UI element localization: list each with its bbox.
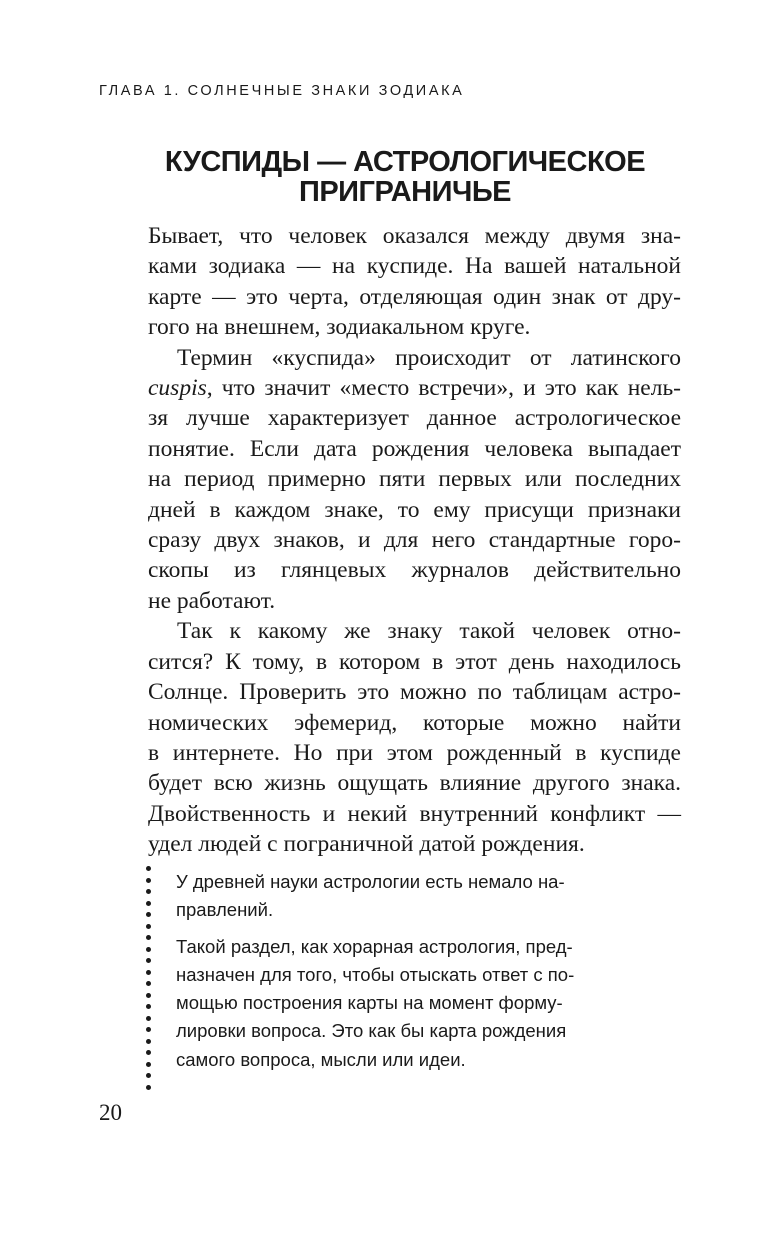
text-line: сразу двух знаков, и для него стандартные горо-: [148, 527, 681, 554]
sidebar-gap: [176, 925, 656, 933]
rule-dot: [146, 981, 151, 986]
rule-dot: [146, 1039, 151, 1044]
text-line: номических эфемерид, которые можно найти: [148, 709, 681, 736]
rule-dot: [146, 912, 151, 917]
latin-term: cuspis: [148, 375, 207, 402]
text-fragment: , что значит «место встречи», и это как нель-: [206, 375, 681, 402]
rule-dot: [146, 935, 151, 940]
rule-dot: [146, 1004, 151, 1009]
body-text: [148, 221, 681, 860]
text-line: Бывает, что человек оказался между двумя зна-: [148, 223, 681, 249]
text-line: будет всю жизнь ощущать влияние другого знака.: [148, 770, 681, 797]
rule-dot: [146, 866, 151, 871]
text-line: зя лучше характеризует данное астрологическое: [148, 405, 681, 432]
text-line: дней в каждом знаке, то ему присущи признаки: [148, 496, 681, 523]
text-line: Так к какому же знаку такой человек отно-: [177, 618, 681, 645]
rule-dot: [146, 889, 151, 894]
rule-dot: [146, 1027, 151, 1032]
rule-dot: [146, 878, 151, 883]
rule-dot: [146, 1050, 151, 1055]
rule-dot: [146, 1062, 151, 1067]
sidebar-line: мощью построения карты на момент форму-: [176, 992, 563, 1014]
rule-dot: [146, 924, 151, 929]
text-line: Солнце. Проверить это можно по таблицам астро-: [148, 679, 681, 706]
rule-dot: [146, 993, 151, 998]
sidebar-line: правлений.: [176, 899, 274, 921]
sidebar-note: [176, 868, 656, 1074]
section-title-line-1: КУСПИДЫ — АСТРОЛОГИЧЕСКОЕ: [164, 146, 646, 178]
rule-dot: [146, 947, 151, 952]
text-line: в интернете. Но при этом рожденный в куспиде: [148, 739, 681, 766]
sidebar-dotted-rule: [146, 866, 152, 1088]
rule-dot: [146, 1073, 151, 1078]
text-line: понятие. Если дата рождения человека выпадает: [148, 435, 681, 462]
section-title-line-2: ПРИГРАНИЧЬЕ: [298, 176, 512, 208]
sidebar-line: У древней науки астрологии есть немало на-: [176, 871, 565, 892]
text-line: Двойственность и некий внутренний конфликт —: [148, 800, 681, 827]
paragraph-3: [148, 616, 681, 859]
rule-dot: [146, 958, 151, 963]
paragraph-1: [148, 221, 681, 343]
text-line: Термин «куспида» происходит от латинского: [177, 344, 681, 371]
text-line: удел людей с пограничной датой рождения.: [148, 831, 585, 858]
rule-dot: [146, 970, 151, 975]
sidebar-line: Такой раздел, как хорарная астрология, пред-: [176, 935, 573, 957]
text-line: сится? К тому, в котором в этот день находилось: [148, 648, 681, 675]
text-line: [148, 373, 681, 403]
text-line: гого на внешнем, зодиакальном круге.: [148, 314, 531, 341]
paragraph-2: [148, 343, 681, 617]
text-line: карте — это черта, отделяющая один знак от дру-: [148, 283, 681, 310]
text-line: скопы из глянцевых журналов действительно: [148, 557, 681, 584]
section-title: [140, 147, 670, 207]
rule-dot: [146, 1085, 151, 1090]
rule-dot: [146, 1016, 151, 1021]
rule-dot: [146, 901, 151, 906]
sidebar-line: самого вопроса, мысли или идеи.: [176, 1048, 466, 1070]
sidebar-line: лировки вопроса. Это как бы карта рождения: [176, 1020, 567, 1042]
text-line: на период примерно пяти первых или последних: [148, 466, 681, 493]
sidebar-line: назначен для того, чтобы отыскать ответ с по-: [176, 963, 575, 985]
text-line: не работают.: [148, 587, 276, 614]
page-number: 20: [99, 1100, 122, 1125]
running-head: ГЛАВА 1. СОЛНЕЧНЫЕ ЗНАКИ ЗОДИАКА: [99, 83, 465, 99]
text-line: ками зодиака — на куспиде. На вашей натальной: [148, 253, 681, 280]
